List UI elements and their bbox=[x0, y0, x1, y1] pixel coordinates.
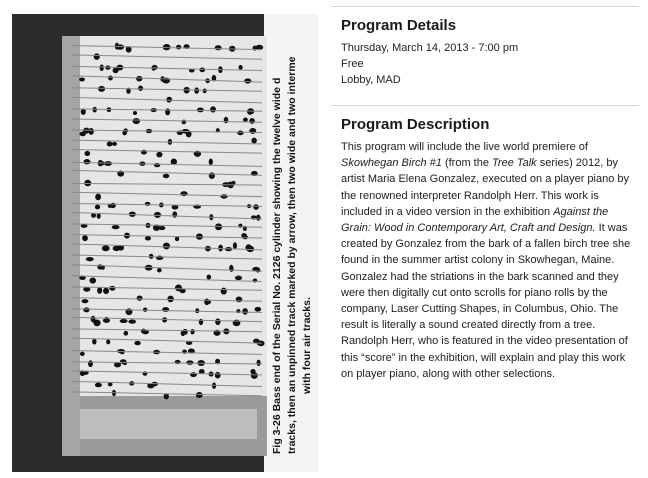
pin bbox=[97, 287, 102, 294]
pin bbox=[199, 319, 203, 325]
pin bbox=[210, 106, 216, 112]
program-description-section bbox=[331, 105, 639, 382]
pin bbox=[106, 340, 110, 345]
pin bbox=[165, 108, 170, 115]
pin bbox=[233, 242, 237, 249]
pin bbox=[145, 202, 151, 206]
pin bbox=[255, 307, 262, 312]
caption-line-1: Fig 3-26 Bass end of the Serial No. 2126 cylinder showing the twelve wide d bbox=[271, 77, 283, 454]
pin bbox=[197, 107, 204, 112]
pin bbox=[95, 205, 100, 210]
desc-part: series) 2012, by artist Maria Elena Gonzalez, executed on a player piano by the renowned interpreter Randolph Herr. This work is included in a video version in the exhibition bbox=[341, 157, 629, 218]
pin bbox=[83, 307, 89, 312]
pin bbox=[88, 128, 93, 135]
pin bbox=[257, 360, 261, 367]
pin bbox=[84, 151, 90, 156]
pin bbox=[203, 88, 207, 93]
pin bbox=[249, 118, 255, 124]
pin bbox=[79, 132, 85, 137]
pin bbox=[247, 109, 253, 115]
caption-line-3: with four air tracks. bbox=[301, 297, 313, 394]
pin bbox=[251, 372, 258, 379]
program-description-heading: Program Description bbox=[341, 116, 490, 133]
event-price: Free bbox=[341, 58, 364, 70]
pin bbox=[186, 360, 193, 365]
pin bbox=[103, 318, 110, 323]
desc-part: It was created by Gonzalez from the bark of a fallen birch tree she found in the summer artist colony in Skowhegan, Maine. Gonzalez had the striations in the bark scanned and they were then digitally cut onto scrolls for piano rolls by the company, Laser Cutting Shapes, in Columbus, Ohio. The result is literally a sound created directly from a tree. Randolph Herr, who is featured in the video presentation of this “score” in the exhibition, will explain and play this work on player piano, along with other selections. bbox=[341, 222, 631, 380]
pin bbox=[172, 211, 177, 217]
pin bbox=[182, 120, 186, 125]
pin bbox=[138, 85, 143, 90]
pin bbox=[181, 331, 185, 336]
pin bbox=[221, 288, 227, 295]
cylinder-image bbox=[12, 14, 318, 472]
pin bbox=[209, 159, 213, 166]
pin bbox=[238, 65, 242, 70]
pin bbox=[95, 194, 101, 201]
artwork-title: Skowhegan Birch #1 bbox=[341, 157, 442, 170]
pin bbox=[175, 285, 182, 292]
pin bbox=[256, 215, 260, 221]
pin bbox=[133, 111, 137, 115]
event-location: Lobby, MAD bbox=[341, 74, 401, 86]
pin bbox=[237, 130, 244, 135]
pin bbox=[220, 194, 227, 198]
pin bbox=[91, 316, 96, 323]
pin bbox=[102, 245, 110, 251]
series-title: Tree Talk bbox=[492, 157, 537, 170]
pin bbox=[180, 191, 187, 196]
pin bbox=[108, 76, 113, 81]
pin bbox=[154, 163, 160, 167]
pin bbox=[157, 268, 162, 273]
pin bbox=[132, 118, 140, 124]
pin bbox=[83, 159, 90, 164]
caption-line-2: tracks, then an unpinned track marked by arrow, then two wide and two interme bbox=[286, 56, 298, 454]
pin bbox=[95, 383, 102, 388]
pin bbox=[224, 117, 228, 124]
program-details-section bbox=[331, 6, 639, 88]
pin bbox=[199, 67, 205, 72]
pin bbox=[113, 246, 121, 251]
pin bbox=[83, 287, 90, 292]
pin bbox=[194, 87, 199, 93]
pin bbox=[94, 53, 100, 59]
pin bbox=[112, 142, 117, 146]
pin bbox=[100, 64, 104, 71]
desc-part: This program will include the live world premiere of bbox=[341, 141, 588, 153]
pin bbox=[190, 329, 194, 334]
pin bbox=[86, 257, 94, 261]
pin bbox=[251, 138, 256, 144]
pin bbox=[112, 225, 120, 229]
pin bbox=[176, 45, 181, 50]
pin bbox=[236, 309, 240, 313]
pin bbox=[79, 77, 85, 81]
exhibition-title: Against the Grain: Wood in Contemporary Art, Craft and Design. bbox=[341, 205, 609, 235]
pin bbox=[229, 266, 233, 272]
pin bbox=[89, 277, 96, 283]
pin bbox=[209, 172, 215, 179]
pin bbox=[244, 78, 251, 83]
program-description-text bbox=[341, 139, 633, 382]
pin bbox=[128, 320, 136, 324]
pin bbox=[113, 68, 119, 74]
desc-part: (from the bbox=[441, 157, 493, 170]
pin bbox=[235, 276, 242, 281]
pin bbox=[156, 152, 162, 158]
pin bbox=[167, 296, 174, 303]
pin bbox=[81, 299, 88, 303]
divider bbox=[331, 6, 639, 7]
pin bbox=[80, 352, 85, 357]
divider bbox=[331, 105, 639, 106]
pin bbox=[241, 233, 247, 238]
pin bbox=[136, 76, 142, 82]
pin bbox=[114, 362, 121, 367]
pin bbox=[215, 318, 220, 325]
pin bbox=[107, 141, 113, 146]
pin bbox=[215, 45, 222, 50]
pin bbox=[245, 244, 251, 251]
pin bbox=[134, 341, 140, 345]
event-datetime: Thursday, March 14, 2013 - 7:00 pm bbox=[341, 42, 519, 54]
pin bbox=[236, 297, 243, 303]
pin bbox=[103, 288, 109, 294]
pin bbox=[109, 286, 115, 291]
cylinder-photo bbox=[12, 14, 318, 472]
pin bbox=[97, 213, 101, 219]
pin bbox=[253, 204, 259, 209]
pin bbox=[215, 372, 221, 379]
pin bbox=[137, 295, 143, 300]
pin bbox=[249, 128, 256, 134]
pin bbox=[82, 235, 88, 241]
pin bbox=[207, 275, 212, 280]
pin bbox=[163, 174, 170, 178]
pin bbox=[120, 319, 128, 323]
pin bbox=[145, 236, 151, 240]
pin bbox=[124, 331, 129, 336]
pin bbox=[156, 256, 163, 260]
pin bbox=[243, 118, 248, 122]
pin bbox=[92, 339, 96, 345]
pin bbox=[242, 308, 248, 315]
pin bbox=[88, 360, 93, 367]
program-details-heading: Program Details bbox=[341, 17, 457, 34]
pin bbox=[163, 243, 170, 250]
pin bbox=[162, 307, 169, 312]
